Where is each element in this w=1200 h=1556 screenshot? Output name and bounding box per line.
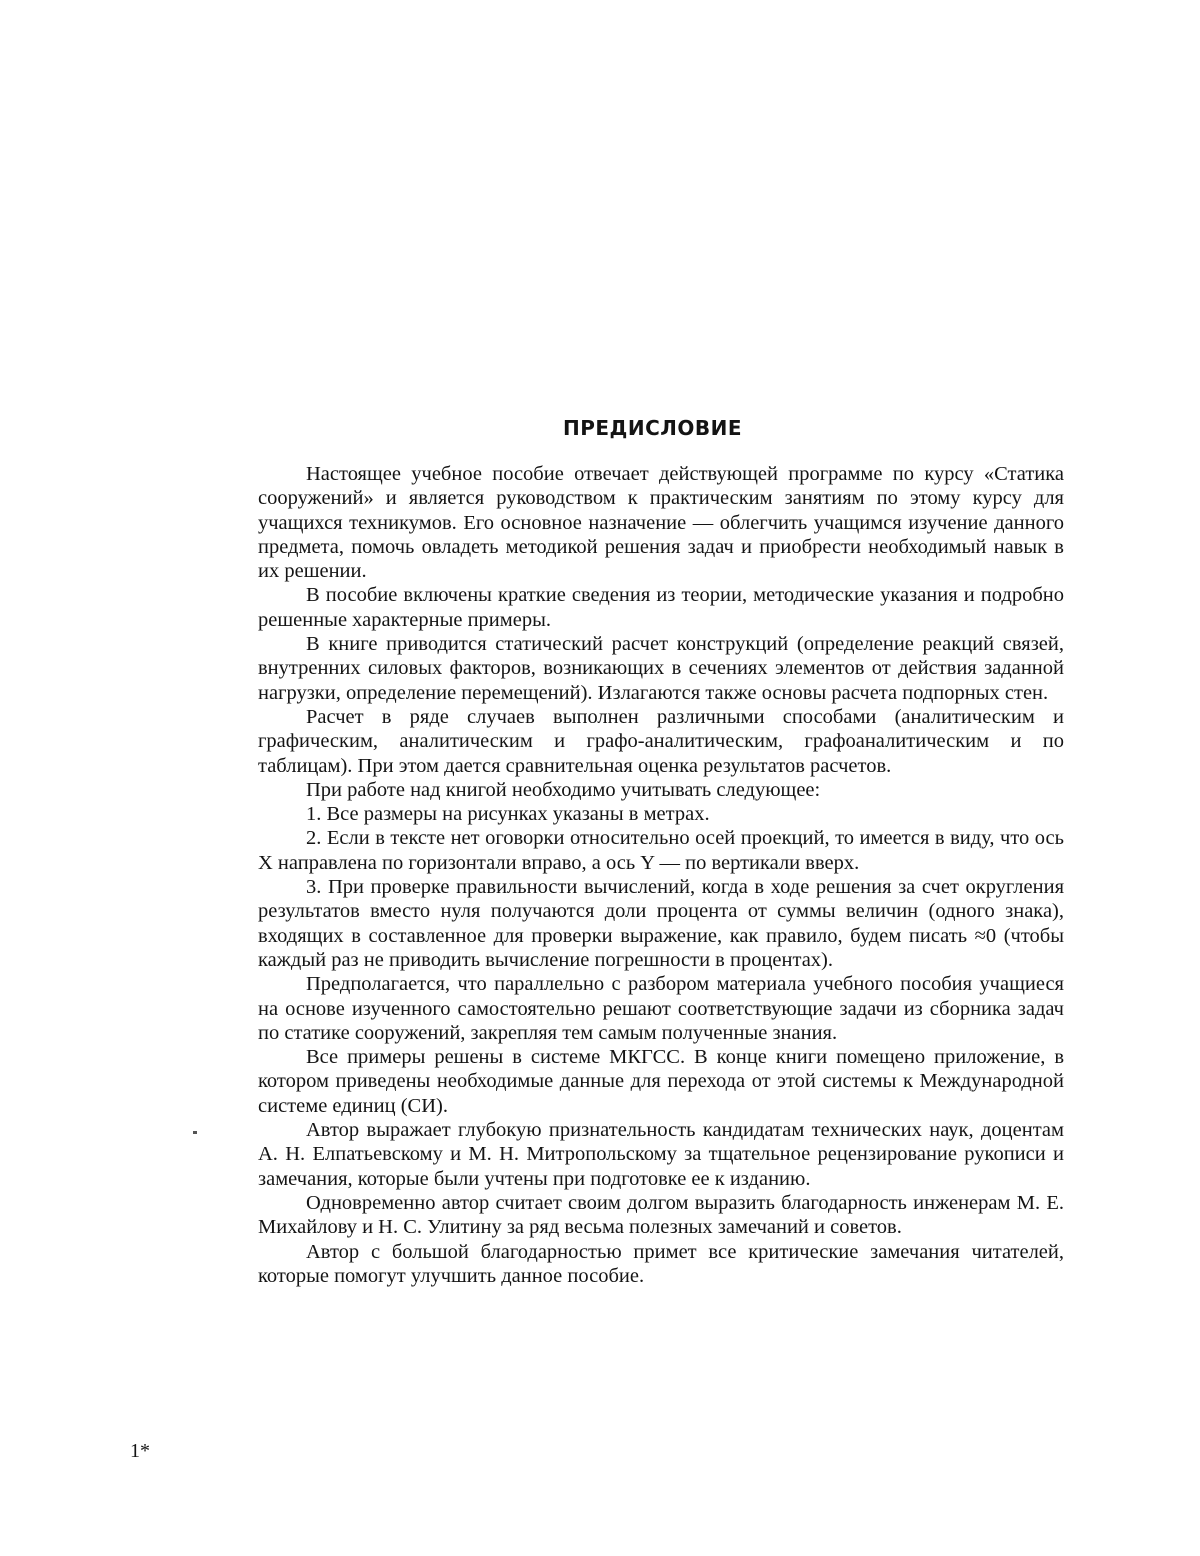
preface-body [258,462,1064,1288]
paragraph: Одновременно автор считает своим долгом выразить благодарность инженерам М. Е. Михайлову и Н. С. Улитину за ряд весьма полезных замечаний и советов. [258,1191,1064,1239]
paragraph: Настоящее учебное пособие отвечает действующей программе по курсу «Статика сооружений» и является руководством к практическим занятиям по этому курсу для учащихся техникумов. Его основное назначение — облегчить учащимся изучение данного предмета, помочь овладеть методикой решения задач и приобрести необходимый навык в их решении. [258,463,1064,583]
paragraph: Все примеры решены в системе МКГСС. В конце книги помещено приложение, в котором приведены необходимые данные для перехода от этой системы к Международной системе единиц (СИ). [258,1046,1064,1117]
page-title: ПРЕДИСЛОВИЕ [562,416,743,440]
list-item: 3. При проверке правильности вычислений, когда в ходе решения за счет округления результатов вместо нуля получаются доли процента от суммы величин (одного знака), входящих в составленное для проверки выражение, как правило, будем писать ≈0 (чтобы каждый раз не приводить вычисление погрешности в процентах). [258,876,1064,971]
paragraph: Расчет в ряде случаев выполнен различными способами (аналитическим и графическим, аналитическим и графо-аналитическим, графоаналитическим и по таблицам). При этом дается сравнительная оценка результатов расчетов. [258,705,1064,777]
page-number: 1* [130,1440,150,1462]
list-item: 1. Все размеры на рисунках указаны в метрах. [306,803,710,826]
paragraph: Предполагается, что параллельно с разбором материала учебного пособия учащиеся на основе изученного самостоятельно решают соответствующие задачи из сборника задач по статике сооружений, закрепляя тем самым полученные знания. [258,973,1064,1044]
paragraph: При работе над книгой необходимо учитывать следующее: [306,778,821,801]
paragraph: В пособие включены краткие сведения из теории, методические указания и подробно решенные характерные примеры. [258,584,1064,631]
scan-speck [193,1131,197,1134]
list-item: 2. Если в тексте нет оговорки относительно осей проекций, то имеется в виду, что ось X направлена по горизонтали вправо, а ось Y — по вертикали вверх. [258,827,1064,874]
paragraph: Автор с большой благодарностью примет все критические замечания читателей, которые помогут улучшить данное пособие. [258,1240,1064,1287]
paragraph: В книге приводится статический расчет конструкций (определение реакций связей, внутренних силовых факторов, возникающих в сечениях элементов от действия заданной нагрузки, определение перемещений). Излагаются также основы расчета подпорных стен. [258,633,1064,704]
paragraph: Автор выражает глубокую признательность кандидатам технических наук, доцентам А. Н. Елпатьевскому и М. Н. Митропольскому за тщательное рецензирование рукописи и замечания, которые были учтены при подготовке ее к изданию. [258,1119,1064,1190]
